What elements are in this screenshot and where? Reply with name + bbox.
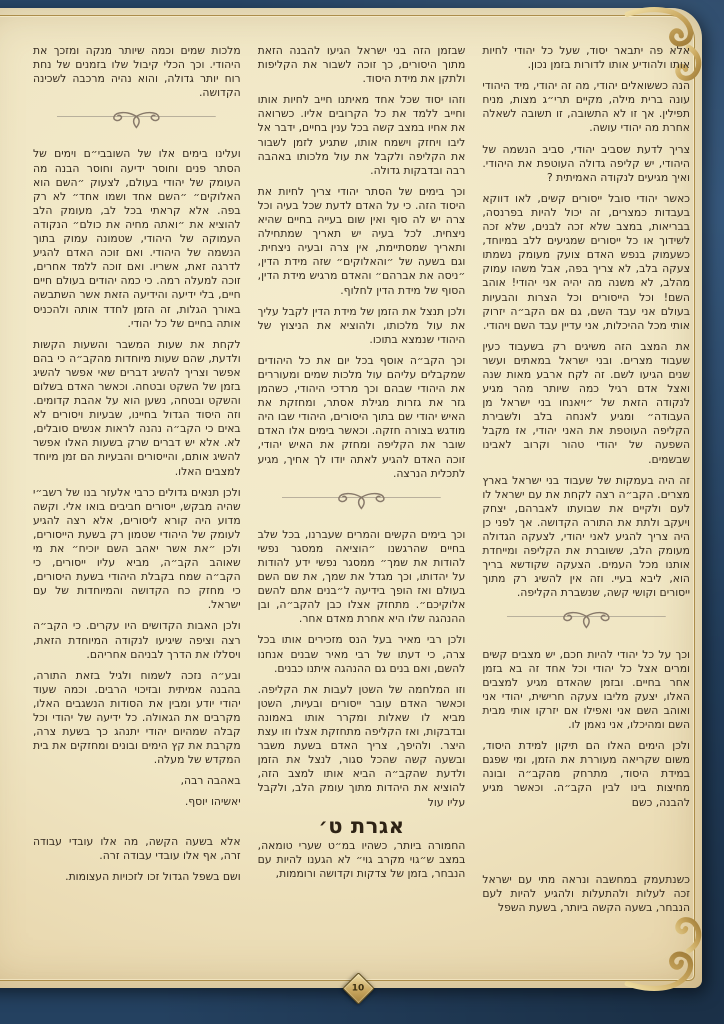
signature-line: באהבה רבה, [180,774,241,788]
paragraph: ולכן הימים האלו הם תיקון למידת היסוד, משום שקריאה מעוררת את הזמן, ומי שפגם במידת היסוד, מתרחק מהקב״ה ובונה מחיצות בינו לבין הקב״ה. וכאשר מגיע להבנה, כשם [482,739,690,809]
paragraph: ובע״ה נזכה לשמוח ולגיל בזאת התורה, בהבנה אמיתית ובזיכוי הרבים. וכמה שעוד יהודי יודע ומבין את הסודות הנשגבים האלו, מקרבים את הגאולה. כל ידיעה של יהודי וכל קבלה שמהיום יהודי יתנהג כך בשעת צרה, מקרבת את קץ הימים ובונים ומחזקים את בית המקדש של מעלה. [32,668,241,767]
paragraph: ולכן האבות הקדושים היו עקרים. כי הקב״ה רצה וציפה שיגיעו לנקודה המיוחדת הזאת, ויסללו את הדרך לבניהם אחריהם. [32,619,241,661]
paragraph: וזהו יסוד שכל אחד מאיתנו חייב לחיות אותו וחייב ללמד את כל הקרובים אליו. כשרואה את אחיו במצב קשה בכל ענין בחיים, ידבר אל ליבו ויחזק וישמח אותו, שתגיע לזמן לשבור את הקליפה ולקבל את עול מלכותו באהבה רבה ובדבקות גדולה. [257,93,466,177]
column-middle [258,44,466,984]
paragraph: ולכן רבי מאיר בעל הנס מזכירים אותו בכל צרה, כי דעתו של רבי מאיר שבנים אנחנו להשם, ואם בנים גם ההנהגה איתנו כבנים. [257,633,466,675]
paragraph: וכך בימים של הסתר יהודי צריך לחיות את היסוד הזה. כי על האדם לדעת שכל בעיה וכל צרה יש לה סוף ואין שום בעייה בחיים שהיא ניצחית. לכל בעיה יש תאריך שמתחילה ותאריך שמסתיימת, אין צרה ובעיה ניצחית. וגם בשעה של ״והאלוקים״ שזה מידת הדין, ״ניסה את אברהם״ והאדם מרגיש מידת הדין, הסוף של מידת הדין לחלוף. [257,184,466,297]
column-gap [33,815,241,835]
paragraph: וכך הקב״ה אוסף בכל יום את כל היהודים שמקבלים עליהם עול מלכות שמים ומעוררים את היהודי שבהם וכך מרדכי היהודי, כשהמן גזר את גזרות מגילת אסתר, ומחזקת את האיש יהודי שם בתוך היסורים, היהודי שבו היה מודגש בצורה חזקה. וכאשר בימים אלו האדם שובר את הקליפה ומחזק את האיש יהודי, זוכה האדם להגיע לאתה יודו לך אחיך, מגיע לתכלית הנרצה. [257,353,466,480]
paragraph: ולכן תנאים גדולים כרבי אלעזר בנו של רשב״י שהיה מבקש, ייסורים חביבים בואו אלי. וקשה מדוע היה קורא ליסורים, אלא רצה להגיע לעומק של היהודי שטמון רק בשעת הייסורים, ולכן ״את אשר יאהב השם יוכיח״ את מי שאוהב הקב״ה, מביא עליו ייסורים, כי הקב״ה שמח בקבלת היהודי בשעת היסורים, כי מחזק כח הקדושה והמיוחדות של עם ישראל. [32,485,241,612]
paragraph: הנה כששואלים יהודי, מה זה יהודי, מיד היהודי עונה ברית מילה, מקיים תרי״ג מצות, מניח תפילין. אך זו לא התשובה, זו תשובה לשאלה אחרת מה יהודי עושה. [482,79,690,135]
letter-title: אגרת ט׳ [318,813,405,838]
section-divider [33,109,241,137]
paragraph: כשנתעמק במחשבה ונראה מתי עם ישראל זכה לעלות ולהתעלות ולהגיע להיות לעם הנבחר, בשעה הקשה ביותר, בשעת השפל [482,872,690,914]
paragraph: מלכות שמים וכמה שיותר מנקה ומזכך את היהודי. וכך הכלי קיבול שלו בזמנים של נחת רוח יותר גדולה, והוא נהיה מרכבה לשכינה הקדושה. [32,44,241,100]
section-divider [482,609,690,637]
paragraph: וזו המלחמה של השטן לעבות את הקליפה. וכאשר האדם עובר ייסורים ובעיות, השטן מביא לו שאלות ומקרר אותו באמונה ובדבקות, ואז הקליפה מתחזקת אצלו וזו עצת היצר. ולהיפך, צריך האדם בשעת משבר ובשעה קשה שהכל סגור, לנצל את הזמן ולדעת שהקב״ה הביא אותו למצב הזה, להוציא את היהדות מתוך עומק הלב, ולקבל עליו עול [257,682,466,809]
paragraph: שבזמן הזה בני ישראל הגיעו להבנה הזאת מתוך היסורים, כך זוכה לשבור את הקליפות ולתקן את מידת היסוד. [257,44,466,86]
paragraph: וכך על כל יהודי להיות חכם, יש מצבים קשים ומרים אצל כל יהודי וכל אחד זה בא בזמן אחר בחיים. ובזמן שהאדם מגיע למצבים האלו, יצעק מליבו צעקה חרישית, יהודי אני ואוהב השם אני ואפילו אם יזרקו אותי מבית השם ומהיכלו, אני נאמן לו. [482,647,690,732]
column-left [33,44,241,984]
paragraph: ולכן תנצל את הזמן של מידת הדין לקבל עליך את עול מלכותו, ולהוציא את הניצוץ של היהודי שנמצא בתוכו. [257,304,466,346]
divider-ornament-icon [495,609,678,633]
section-divider [258,490,466,518]
paragraph: צריך לדעת שסביב יהודי, סביב הנשמה של היהודי, יש קליפה גדולה העוטפת את היהודי. ואיך מגיעים לנקודה האמיתית ? [482,142,690,184]
column-gap [482,817,690,873]
paragraph: ועלינו בימים אלו של השובבי״ם וימים של הסתר פנים וחוסר ידיעה וחוסר הבנה מה העומק של יהודי בעולם, לצעוק ״השם הוא האלוקים״ ״השם אחד ושמו אחד״ לא רק בפה. אלא קראתי בכל לב, מעומק הלב להוציא את ״ואתה מחיה את כולם״ הנקודה העמוקה של היהודי, שטמונה עמוק בתוך הנשמה של היהודי. ואם זוכה האדם להגיע לדרגה זאת, אשריו. ואם זוכה ללמד אחרים, זוכה למעלה רמה. כי כמה יהודים בעולם חיים חיים, בלי ידיעה והידיעה הזאת אשר השתבשה באורך הגלות, זה הזמן לחדד אותה ולהכניס אותה בחיים של כל יהודי. [32,147,241,330]
paragraph: לקחת את שעות המשבר והשעות הקשות ולדעת, שהם שעות מיוחדות מהקב״ה כי בהם אפשר וצריך להשיג דברים שאי אפשר להשיג בזמן של השקט ובטחה. וכאשר האדם בשלום והשקט ובטחה, נשען הוא על אהבת קדומים. וזה היסוד הגדול בחיינו, שבעיות ויסורים לא באים כי הקב״ה נהנה לראות אנשים סובלים, לא. אלא יש דברים שרק בשעות האלו אפשר להשיג אותם, והייסורים והבעיות הם זמן מיוחד למצבים האלו. [32,337,241,478]
letter-body [33,44,690,984]
paragraph: זה היה בעמקות של שעבוד בני ישראל בארץ מצרים. הקב״ה רצה לקחת את עם ישראל לו לעם ולקיים את שבועתו לאברהם, יצחק ויעקב ולתת את התורה הקדושה. אך לפני כן היה צריך להגיע לאני יהודי, לצעקה הגדולה מעומק הלב, ששוברת את הקליפה ומייחדת אותנו מכל העמים. הצעקה שקודשא בריך הוא, ליבא בעיי. וזה אין להשיג רק מתוך ייסורים וקושי קשה, שנשברת הקליפה. [482,473,690,600]
column-right [482,44,690,984]
paragraph: החמורה ביותר, כשהיו במ״ט שערי טומאה, במצב ש״גוי מקרב גוי״ לא הגענו להיות עם הנבחר, בזמן של צדקות וקדושה ורוממות, [257,838,466,880]
paragraph: את המצב הזה משיגים רק בשעבוד כעין שעבוד מצרים. ובני ישראל במאתים ועשר שנים הגיעו לשם. זה לקח ארבע מאות שנה ואצל אדם רגיל כמה שיותר מהר מגיע לנקודה הזאת של ״ויאנחו בני ישראל מן העבודה״ ומגיע לאנחה בלב ולשבירת הקליפה העוטפת את האני יהודי, אז מקבל השפעה של יהודי טהור וקרוב לאבינו שבשמים. [482,339,690,466]
divider-ornament-icon [45,109,228,133]
divider-ornament-icon [270,490,453,514]
paragraph: אלא בשעה הקשה, מה אלו עובדי עבודה זרה, אף אלו עובדי עבודה זרה. [32,834,241,862]
paragraph: אלא פה יתבאר יסוד, שעל כל יהודי לחיות אותו ולהודיע אותו לדורות בזמן נכון. [482,44,690,72]
paragraph: ושם בשפל הגדול זכו לזכויות העצומות. [65,869,241,883]
signature-line: יאשיהו יוסף. [184,794,241,808]
page-number: 10 [352,983,365,994]
paragraph: כאשר יהודי סובל ייסורים קשים, לאו דווקא בעבדות כמצרים, זה יכול להיות בפרנסה, בבריאות, במצב שלא זכה לבנים, שלא זכה לשידוך או כל ייסורים שמגיעים ללב במיוחד, כשעמוק בנפש האדם צועק מעומק נשמתו צעקה בלב, לא צריך בפה, אבל משהו עמוק מהלב, לא משנה מה יהיה אני יהודי! אוהב השם! וכל הייסורים וכל הצרות והבעיות בעולם אני עבד השם, גם אם הקב״ה יזרוק אותי מכל ההיכלות, אני עדיין עבד השם ויהודי. [482,191,690,332]
paragraph: וכך בימים הקשים והמרים שעברנו, בכל שלב בחיים שהרגשנו ״הוציאה ממסגר נפשי להודות את שמך״ ממסגר נפשי ידע להודות על יהדותו, וכך מגדל את שמך, את שם השם בעולם ואז הופך בידיעה ל״בנים אתם להשם אלוקיכם״. מתחזק אצלו כבן להקב״ה, ובן ההנהגה שלו היא אחרת מאדם אחר. [257,527,466,626]
